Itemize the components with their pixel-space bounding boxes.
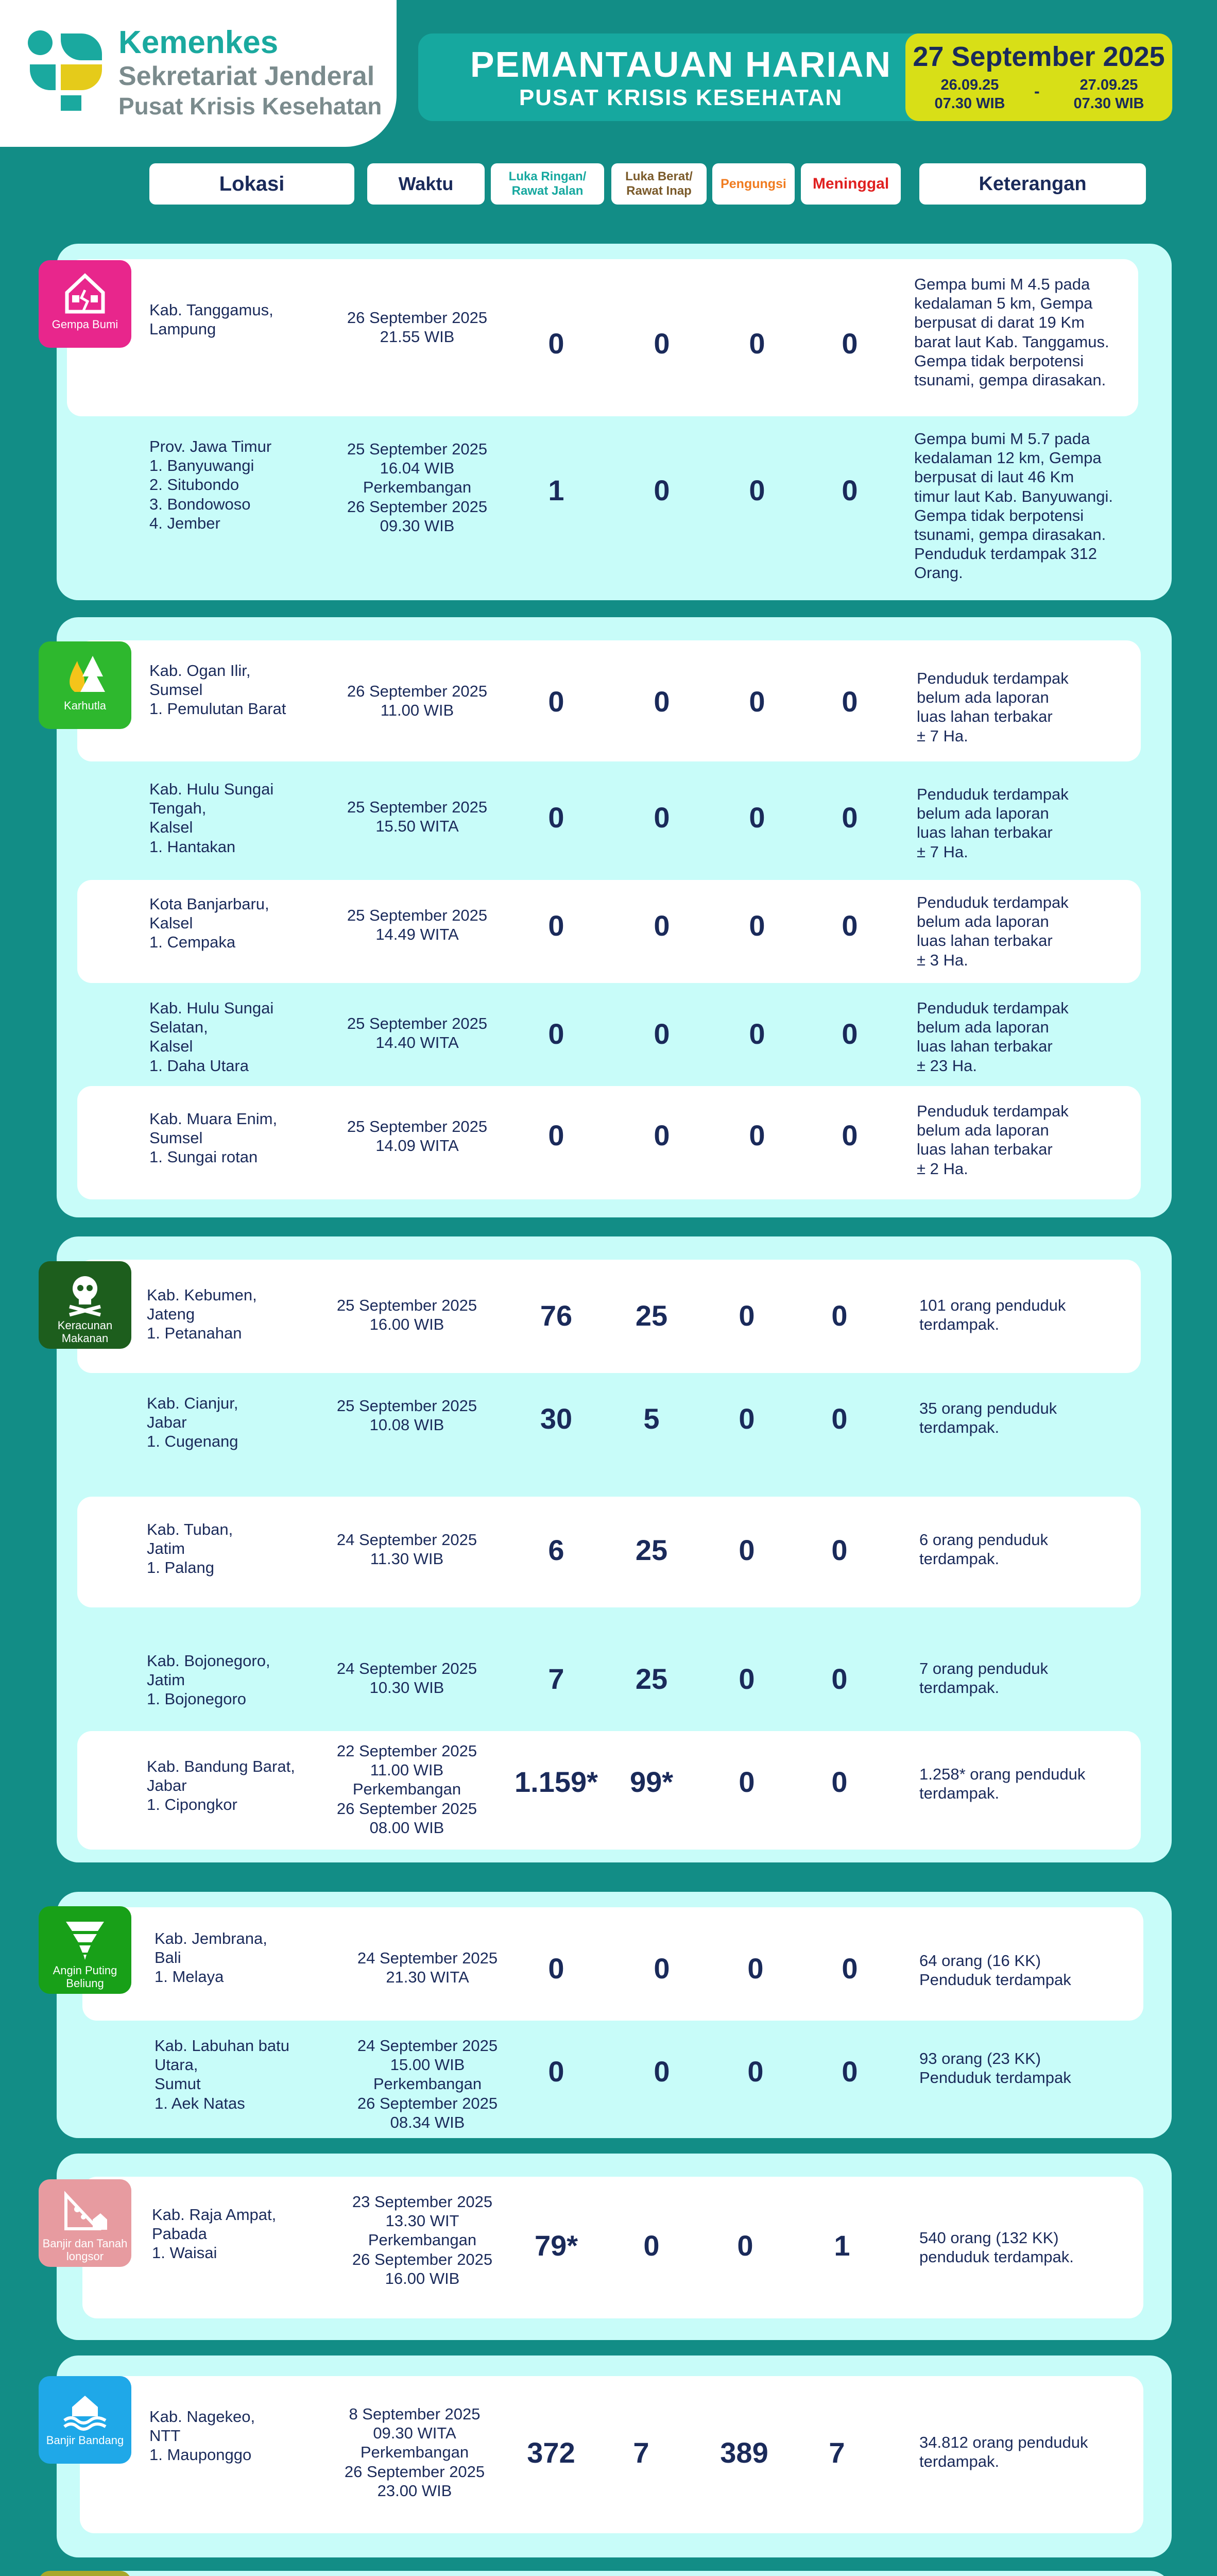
berat-value: 0 — [654, 474, 670, 506]
range-from-date: 26.09.25 — [940, 77, 999, 93]
lokasi-cell: Kab. Labuhan batu Utara, Sumut 1. Aek Natas — [155, 2037, 290, 2112]
pengungsi-value: 0 — [739, 1402, 755, 1435]
section-banjir-tanah-longsor — [57, 2154, 1172, 2340]
flood-icon — [62, 2385, 108, 2432]
category-badge-karhutla — [39, 641, 131, 729]
keterangan-cell: 7 orang penduduk terdampak. — [919, 1659, 1048, 1697]
meninggal-value: 0 — [831, 1402, 848, 1435]
section-klb-penyakit — [57, 2571, 1172, 2576]
pengungsi-value: 0 — [749, 474, 765, 506]
meninggal-value: 0 — [842, 801, 858, 834]
category-badge-angin — [39, 1906, 131, 1994]
range-from-time: 07.30 WIB — [934, 95, 1005, 112]
table-row — [80, 2376, 1143, 2533]
waktu-cell: 25 September 2025 10.08 WIB — [336, 1397, 477, 1434]
meninggal-value: 0 — [842, 2055, 858, 2088]
berat-value: 0 — [654, 1952, 670, 1985]
range-to — [1060, 76, 1158, 113]
table-row — [67, 421, 1138, 589]
table-row — [77, 1378, 1141, 1481]
ringan-value: 6 — [548, 1534, 564, 1566]
waktu-cell: 24 September 2025 21.30 WITA — [357, 1949, 498, 1987]
report-date: 27 September 2025 — [913, 41, 1165, 72]
section-karhutla — [57, 617, 1172, 1217]
lokasi-cell: Kab. Hulu Sungai Tengah, Kalsel 1. Hantakan — [149, 780, 274, 856]
category-label: Karhutla — [64, 699, 106, 712]
table-row — [77, 1613, 1141, 1726]
keterangan-cell: 1.258* orang penduduk terdampak. — [919, 1765, 1086, 1803]
org-line3: Pusat Krisis Kesehatan — [118, 92, 382, 120]
section-keracunan-makanan — [57, 1236, 1172, 1862]
meninggal-value: 0 — [842, 1952, 858, 1985]
category-badge-longsor — [39, 2179, 131, 2267]
berat-value: 0 — [654, 801, 670, 834]
column-header-berat: Luka Berat/ Rawat Inap — [611, 163, 707, 205]
table-row — [82, 1907, 1143, 2021]
berat-value: 0 — [654, 2055, 670, 2088]
berat-value: 7 — [633, 2436, 649, 2469]
pengungsi-value: 0 — [749, 685, 765, 718]
lokasi-cell: Kab. Ogan Ilir, Sumsel 1. Pemulutan Barat — [149, 662, 286, 718]
keterangan-cell: Penduduk terdampak belum ada laporan luas lahan terbakar ± 3 Ha. — [917, 893, 1069, 969]
category-badge-banjir — [39, 2376, 131, 2464]
ringan-value: 76 — [540, 1299, 573, 1332]
ringan-value: 0 — [548, 2055, 564, 2088]
ringan-value: 1 — [548, 474, 564, 506]
berat-value: 25 — [635, 1299, 668, 1332]
meninggal-value: 7 — [829, 2436, 845, 2469]
berat-value: 25 — [635, 1663, 668, 1695]
berat-value: 0 — [654, 1119, 670, 1151]
ringan-value: 0 — [548, 801, 564, 834]
meninggal-value: 0 — [842, 474, 858, 506]
meninggal-value: 0 — [842, 909, 858, 942]
pengungsi-value: 0 — [737, 2229, 753, 2262]
waktu-cell: 26 September 2025 21.55 WIB — [347, 309, 488, 346]
pengungsi-value: 0 — [747, 2055, 764, 2088]
category-label: Banjir dan Tanah longsor — [42, 2237, 128, 2263]
meninggal-value: 0 — [831, 1766, 848, 1798]
pengungsi-value: 0 — [749, 327, 765, 360]
range-to-date: 27.09.25 — [1079, 77, 1138, 93]
org-name: Kemenkes — [118, 25, 279, 60]
meninggal-value: 0 — [842, 1119, 858, 1151]
category-badge-gempa — [39, 260, 131, 348]
ringan-value: 0 — [548, 1018, 564, 1050]
pengungsi-value: 389 — [720, 2436, 768, 2469]
waktu-cell: 25 September 2025 14.09 WITA — [347, 1117, 488, 1155]
ringan-value: 0 — [548, 685, 564, 718]
pengungsi-value: 0 — [739, 1534, 755, 1566]
berat-value: 0 — [643, 2229, 660, 2262]
date-box — [905, 33, 1172, 121]
waktu-cell: 24 September 2025 10.30 WIB — [336, 1659, 477, 1697]
berat-value: 0 — [654, 685, 670, 718]
waktu-cell: 23 September 2025 13.30 WIT Perkembangan 26 September 2025 16.00 WIB — [352, 2193, 493, 2287]
waktu-cell: 25 September 2025 16.04 WIB Perkembangan 26 September 2025 09.30 WIB — [347, 440, 488, 535]
berat-value: 0 — [654, 909, 670, 942]
waktu-cell: 26 September 2025 11.00 WIB — [347, 682, 488, 720]
category-label: Banjir Bandang — [46, 2434, 124, 2447]
org-line2: Sekretariat Jenderal — [118, 61, 375, 92]
table-row — [77, 767, 1141, 870]
keterangan-cell: Gempa bumi M 4.5 pada kedalaman 5 km, Gempa berpusat di darat 19 Km barat laut Kab. Tanggamus. Gempa tidak berpotensi tsunami, gempa dirasakan. — [914, 275, 1109, 389]
lokasi-cell: Kab. Jembrana, Bali 1. Melaya — [155, 1929, 267, 1986]
lokasi-cell: Kota Banjarbaru, Kalsel 1. Cempaka — [149, 895, 269, 952]
table-row — [77, 1086, 1141, 1199]
column-header-pengungsi: Pengungsi — [712, 163, 795, 205]
waktu-cell: 25 September 2025 16.00 WIB — [336, 1296, 477, 1334]
meninggal-value: 0 — [842, 1018, 858, 1050]
column-header-lokasi: Lokasi — [149, 163, 354, 205]
berat-value: 0 — [654, 1018, 670, 1050]
waktu-cell: 24 September 2025 11.30 WIB — [336, 1531, 477, 1568]
table-row — [77, 1731, 1141, 1850]
lokasi-cell: Kab. Hulu Sungai Selatan, Kalsel 1. Daha Utara — [149, 999, 274, 1075]
pengungsi-value: 0 — [749, 909, 765, 942]
table-row — [67, 259, 1138, 416]
logo-card — [0, 0, 397, 147]
landslide-icon — [62, 2189, 108, 2235]
berat-value: 0 — [654, 327, 670, 360]
waktu-cell: 22 September 2025 11.00 WIB Perkembangan 26 September 2025 08.00 WIB — [336, 1742, 477, 1837]
pengungsi-value: 0 — [739, 1766, 755, 1798]
lokasi-cell: Kab. Tuban, Jatim 1. Palang — [147, 1520, 233, 1577]
pengungsi-value: 0 — [739, 1663, 755, 1695]
ringan-value: 0 — [548, 1952, 564, 1985]
keterangan-cell: Penduduk terdampak belum ada laporan luas lahan terbakar ± 2 Ha. — [917, 1102, 1069, 1178]
lokasi-cell: Kab. Kebumen, Jateng 1. Petanahan — [147, 1286, 257, 1343]
ringan-value: 79* — [534, 2229, 578, 2262]
forest-fire-icon — [62, 651, 108, 697]
kemenkes-logo-icon — [25, 28, 107, 116]
pengungsi-value: 0 — [747, 1952, 764, 1985]
meninggal-value: 0 — [842, 685, 858, 718]
table-row — [77, 988, 1141, 1091]
pengungsi-value: 0 — [749, 1119, 765, 1151]
house-crack-icon — [62, 269, 108, 316]
category-badge-keracunan — [39, 1261, 131, 1349]
ringan-value: 0 — [548, 327, 564, 360]
range-separator: - — [1034, 82, 1040, 100]
meninggal-value: 0 — [831, 1534, 848, 1566]
section-gempa-bumi — [57, 244, 1172, 600]
meninggal-value: 1 — [834, 2229, 850, 2262]
meninggal-value: 0 — [831, 1663, 848, 1695]
keterangan-cell: Penduduk terdampak belum ada laporan luas lahan terbakar ± 7 Ha. — [917, 669, 1069, 745]
page-title: PEMANTAUAN HARIAN — [470, 44, 892, 84]
keterangan-cell: Penduduk terdampak belum ada laporan luas lahan terbakar ± 7 Ha. — [917, 785, 1069, 861]
skull-icon — [62, 1270, 108, 1317]
tornado-icon — [62, 1916, 108, 1962]
ringan-value: 30 — [540, 1402, 573, 1435]
lokasi-cell: Kab. Bojonegoro, Jatim 1. Bojonegoro — [147, 1652, 270, 1708]
page-subtitle: PUSAT KRISIS KESEHATAN — [519, 85, 843, 110]
lokasi-cell: Kab. Muara Enim, Sumsel 1. Sungai rotan — [149, 1110, 278, 1166]
meninggal-value: 0 — [842, 327, 858, 360]
ringan-value: 1.159* — [515, 1766, 598, 1798]
pengungsi-value: 0 — [749, 1018, 765, 1050]
keterangan-cell: 93 orang (23 KK) Penduduk terdampak — [919, 2049, 1071, 2087]
table-row — [77, 640, 1141, 761]
lokasi-cell: Kab. Bandung Barat, Jabar 1. Cipongkor — [147, 1757, 295, 1814]
keterangan-cell: 64 orang (16 KK) Penduduk terdampak — [919, 1952, 1071, 1989]
keterangan-cell: 6 orang penduduk terdampak. — [919, 1531, 1048, 1568]
lokasi-cell: Kab. Tanggamus, Lampung — [149, 301, 273, 338]
berat-value: 5 — [643, 1402, 660, 1435]
keterangan-cell: Gempa bumi M 5.7 pada kedalaman 12 km, Gempa berpusat di laut 46 Km timur laut Kab. Banyuwangi. Gempa tidak berpotensi tsunami, gempa dirasakan. Penduduk terdampak 312 Orang. — [914, 430, 1113, 582]
table-row — [77, 880, 1141, 983]
range-from — [921, 76, 1019, 113]
lokasi-cell: Kab. Cianjur, Jabar 1. Cugenang — [147, 1394, 238, 1451]
keterangan-cell: 540 orang (132 KK) penduduk terdampak. — [919, 2229, 1074, 2266]
keterangan-cell: 35 orang penduduk terdampak. — [919, 1399, 1057, 1437]
waktu-cell: 24 September 2025 15.00 WIB Perkembangan 26 September 2025 08.34 WIB — [357, 2037, 498, 2131]
keterangan-cell: 101 orang penduduk terdampak. — [919, 1296, 1066, 1334]
section-angin-puting-beliung — [57, 1892, 1172, 2138]
column-header-keterangan: Keterangan — [919, 163, 1146, 205]
ringan-value: 0 — [548, 909, 564, 942]
waktu-cell: 8 September 2025 09.30 WITA Perkembangan 26 September 2025 23.00 WIB — [344, 2405, 485, 2500]
keterangan-cell: 34.812 orang penduduk terdampak. — [919, 2433, 1088, 2471]
berat-value: 99* — [629, 1766, 674, 1798]
table-row — [77, 1260, 1141, 1373]
pengungsi-value: 0 — [749, 801, 765, 834]
table-row — [82, 2177, 1143, 2318]
waktu-cell: 25 September 2025 15.50 WITA — [347, 798, 488, 836]
section-banjir-bandang — [57, 2355, 1172, 2557]
column-header-meninggal: Meninggal — [801, 163, 901, 205]
ringan-value: 0 — [548, 1119, 564, 1151]
lokasi-cell: Kab. Nagekeo, NTT 1. Mauponggo — [149, 2408, 255, 2464]
lokasi-cell: Kab. Raja Ampat, Pabada 1. Waisai — [152, 2206, 277, 2262]
keterangan-cell: Penduduk terdampak belum ada laporan luas lahan terbakar ± 23 Ha. — [917, 999, 1069, 1075]
ringan-value: 372 — [527, 2436, 575, 2469]
column-header-ringan: Luka Ringan/ Rawat Jalan — [491, 163, 604, 205]
column-header-waktu: Waktu — [367, 163, 485, 205]
lokasi-cell: Prov. Jawa Timur 1. Banyuwangi 2. Situbondo 3. Bondowoso 4. Jember — [149, 437, 272, 532]
waktu-cell: 25 September 2025 14.49 WITA — [347, 906, 488, 944]
category-label: Angin Puting Beliung — [53, 1964, 117, 1990]
category-badge-klb — [39, 2571, 131, 2576]
table-row — [82, 2026, 1143, 2129]
waktu-cell: 25 September 2025 14.40 WITA — [347, 1014, 488, 1052]
table-row — [77, 1497, 1141, 1607]
range-to-time: 07.30 WIB — [1073, 95, 1144, 112]
meninggal-value: 0 — [831, 1299, 848, 1332]
berat-value: 25 — [635, 1534, 668, 1566]
category-label: Gempa Bumi — [52, 318, 118, 331]
category-label: Keracunan Makanan — [57, 1319, 113, 1345]
pengungsi-value: 0 — [739, 1299, 755, 1332]
ringan-value: 7 — [548, 1663, 564, 1695]
